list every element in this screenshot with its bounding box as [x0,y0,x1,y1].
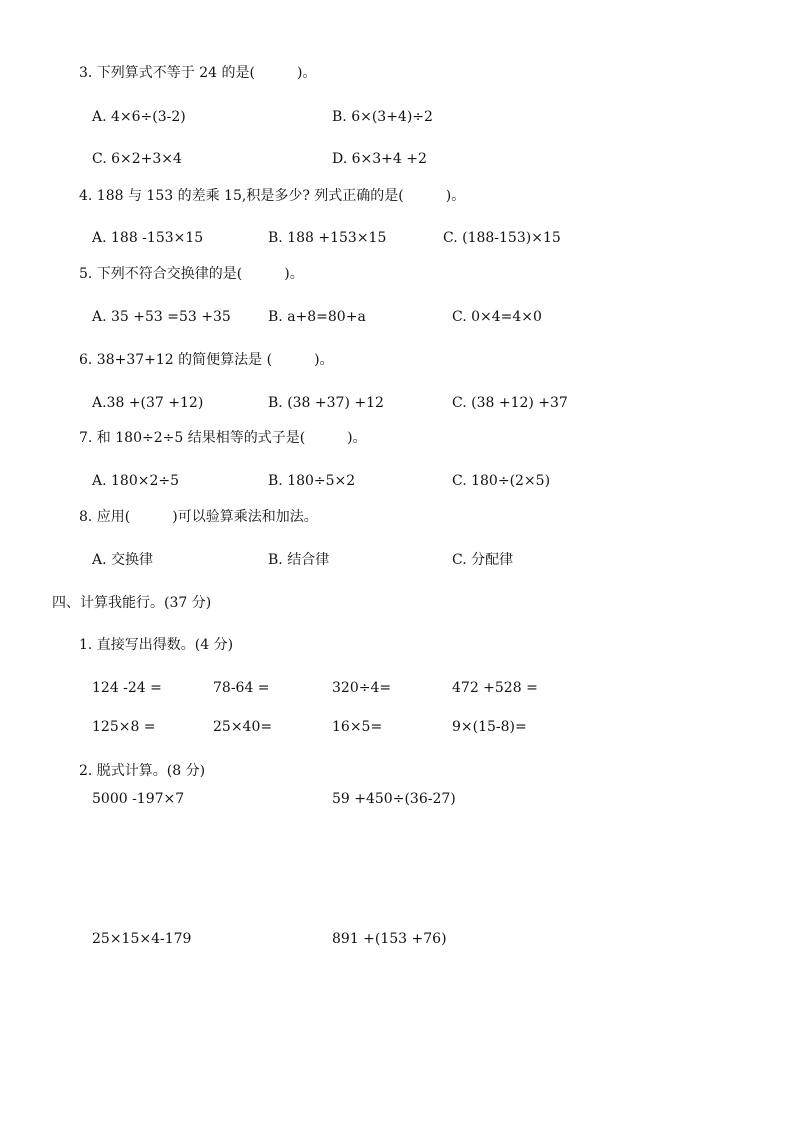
stepwise-calc-item: 891 +(153 +76) [332,931,447,947]
q5-option-a: A. 35 +53 =53 +35 [92,309,231,325]
q3-option-c: C. 6×2+3×4 [92,151,182,167]
stepwise-calc-item: 5000 -197×7 [92,791,185,807]
question-6: 6. 38+37+12 的简便算法是 ( )。 [79,352,334,368]
q6-option-a: A.38 +(37 +12) [92,395,204,411]
stepwise-calc-item: 59 +450÷(36-27) [332,791,456,807]
oral-calc-item: 9×(15-8)= [452,719,527,735]
stepwise-calc-item: 25×15×4-179 [92,931,192,947]
oral-calc-item: 472 +528 = [452,680,538,696]
q3-option-b: B. 6×(3+4)÷2 [332,109,433,125]
q8-option-b: B. 结合律 [268,552,330,568]
part-2-title: 2. 脱式计算。(8 分) [79,763,206,779]
q3-option-d: D. 6×3+4 +2 [332,151,427,167]
section-4-title: 四、计算我能行。(37 分) [52,595,212,611]
question-8: 8. 应用( )可以验算乘法和加法。 [79,509,318,525]
oral-calc-item: 16×5= [332,719,383,735]
q7-option-b: B. 180÷5×2 [268,473,356,489]
oral-calc-item: 124 -24 = [92,680,162,696]
oral-calc-item: 25×40= [213,719,273,735]
q7-option-c: C. 180÷(2×5) [452,473,551,489]
q4-option-b: B. 188 +153×15 [268,230,387,246]
q4-option-c: C. (188-153)×15 [443,230,561,246]
oral-calc-item: 78-64 = [213,680,270,696]
q5-option-c: C. 0×4=4×0 [452,309,542,325]
q6-option-c: C. (38 +12) +37 [452,395,568,411]
q3-option-a: A. 4×6÷(3-2) [92,109,186,125]
question-4: 4. 188 与 153 的差乘 15,积是多少? 列式正确的是( )。 [79,188,466,204]
question-7: 7. 和 180÷2÷5 结果相等的式子是( )。 [79,430,367,446]
q6-option-b: B. (38 +37) +12 [268,395,384,411]
q7-option-a: A. 180×2÷5 [92,473,180,489]
q4-option-a: A. 188 -153×15 [92,230,204,246]
question-3: 3. 下列算式不等于 24 的是( )。 [79,65,317,81]
q8-option-c: C. 分配律 [452,552,514,568]
q5-option-b: B. a+8=80+a [268,309,366,325]
q8-option-a: A. 交换律 [92,552,154,568]
oral-calc-item: 320÷4= [332,680,392,696]
oral-calc-item: 125×8 = [92,719,156,735]
part-1-title: 1. 直接写出得数。(4 分) [79,637,234,653]
question-5: 5. 下列不符合交换律的是( )。 [79,266,304,282]
